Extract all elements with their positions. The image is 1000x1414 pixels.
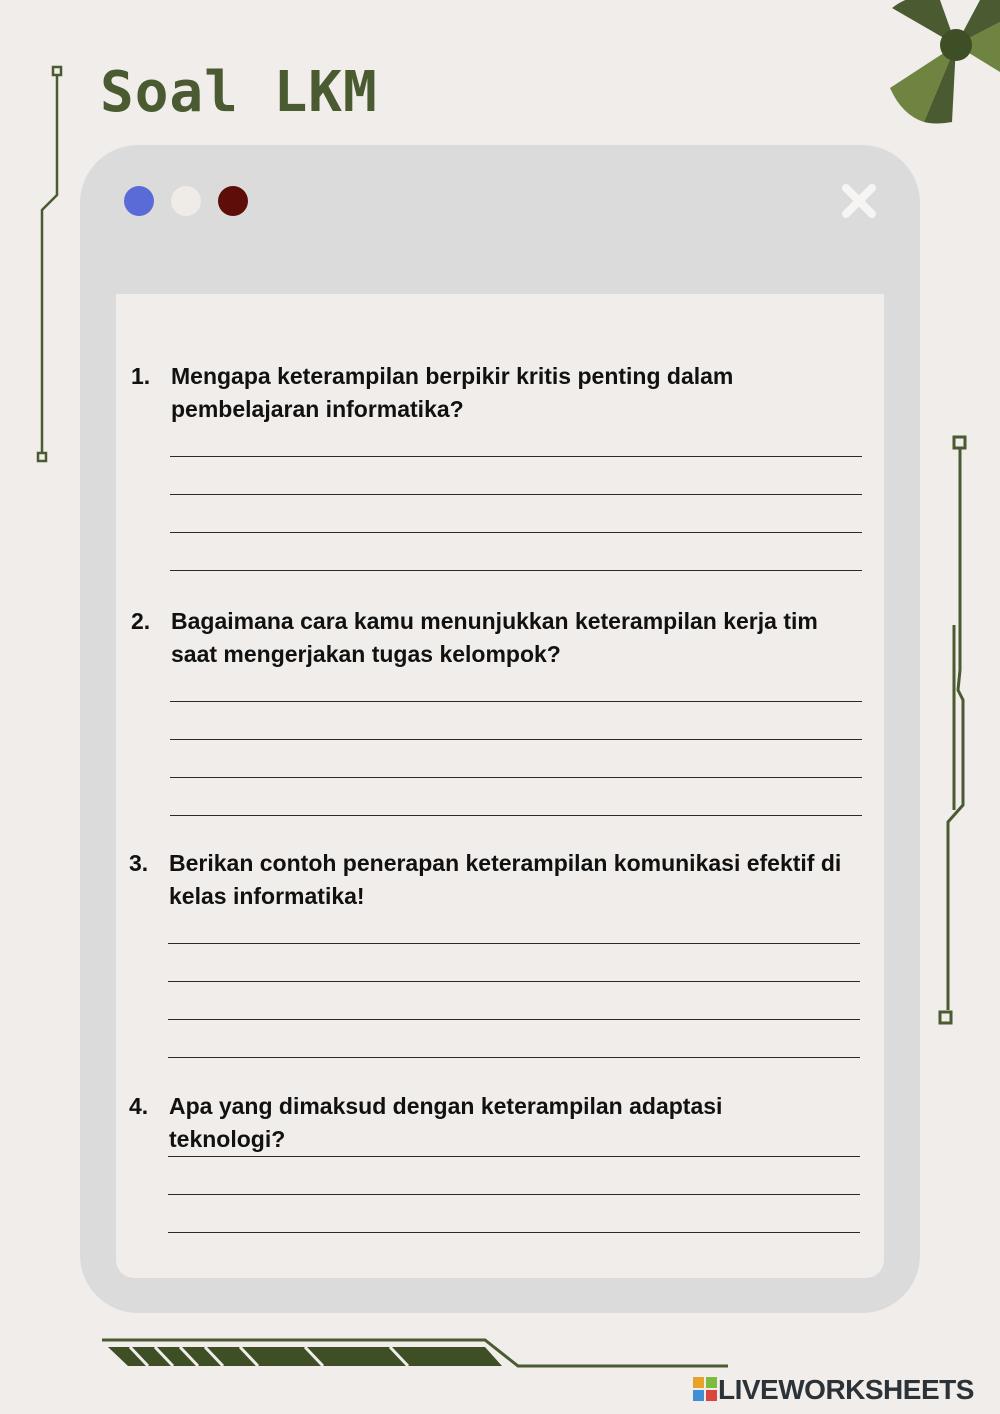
circuit-decoration-right bbox=[930, 430, 1000, 1040]
answer-line[interactable] bbox=[170, 815, 862, 816]
question-number: 4. bbox=[129, 1093, 149, 1119]
bottom-stripe-decoration bbox=[100, 1335, 730, 1375]
answer-line[interactable] bbox=[170, 532, 862, 533]
question-number: 1. bbox=[131, 363, 151, 389]
question-number: 3. bbox=[129, 850, 149, 876]
answer-line[interactable] bbox=[168, 1194, 860, 1195]
fan-decoration bbox=[880, 0, 1000, 125]
liveworksheets-logo-icon bbox=[693, 1377, 717, 1401]
answer-line[interactable] bbox=[170, 570, 862, 571]
answer-line[interactable] bbox=[168, 1156, 860, 1157]
question-number: 2. bbox=[131, 608, 151, 634]
answer-line[interactable] bbox=[168, 981, 860, 982]
window-dot-white[interactable] bbox=[171, 186, 201, 216]
answer-line[interactable] bbox=[170, 494, 862, 495]
answer-line[interactable] bbox=[168, 943, 860, 944]
page-title: Soal LKM bbox=[100, 60, 378, 125]
footer-brand[interactable]: LIVEWORKSHEETS bbox=[718, 1374, 974, 1405]
answer-line[interactable] bbox=[168, 1019, 860, 1020]
answer-line[interactable] bbox=[170, 456, 862, 457]
answer-line[interactable] bbox=[170, 701, 862, 702]
question-text: Berikan contoh penerapan keterampilan komunikasi efektif di kelas informatika! bbox=[169, 850, 842, 909]
question-text: Mengapa keterampilan berpikir kritis penting dalam pembelajaran informatika? bbox=[171, 363, 734, 422]
answer-line[interactable] bbox=[170, 777, 862, 778]
question-text: Bagaimana cara kamu menunjukkan keterampilan kerja tim saat mengerjakan tugas kelompok? bbox=[171, 608, 818, 667]
window-dot-red[interactable] bbox=[218, 186, 248, 216]
window-dot-blue[interactable] bbox=[124, 186, 154, 216]
close-icon[interactable] bbox=[838, 180, 880, 222]
question-text: Apa yang dimaksud dengan keterampilan adaptasi teknologi? bbox=[169, 1093, 723, 1152]
answer-line[interactable] bbox=[170, 739, 862, 740]
answer-line[interactable] bbox=[168, 1057, 860, 1058]
answer-line[interactable] bbox=[168, 1232, 860, 1233]
